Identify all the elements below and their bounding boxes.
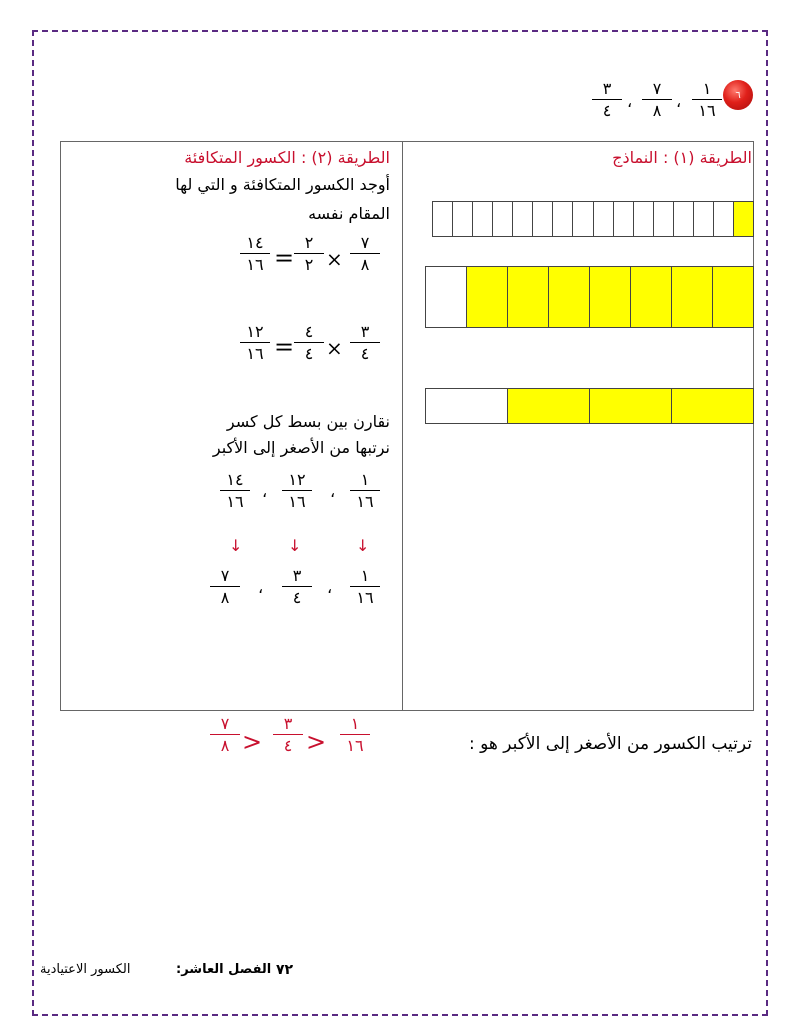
model-cell-empty: [472, 202, 492, 236]
denominator: ٨: [220, 588, 230, 607]
equals-sign: =: [274, 244, 295, 272]
conclusion-fraction-3: [210, 715, 240, 754]
comma: ،: [258, 578, 264, 597]
conclusion-text: ترتيب الكسور من الأصغر إلى الأكبر هو :: [469, 734, 752, 754]
separator: ،: [627, 92, 633, 111]
numerator: ٧: [652, 79, 662, 98]
model-cell-shaded: [671, 389, 753, 423]
numerator: ٧: [220, 566, 230, 585]
comma: ،: [327, 578, 333, 597]
down-arrow-icon: ↓: [229, 536, 243, 555]
fraction-model-sixteenths: [432, 201, 754, 237]
times-sign: ×: [326, 336, 343, 360]
model-cell-shaded: [507, 267, 548, 327]
down-arrow-icon: ↓: [356, 536, 370, 555]
ordered-equiv-2: [282, 471, 312, 510]
denominator: ٨: [220, 736, 230, 755]
model-cell-empty: [653, 202, 673, 236]
footer: [40, 962, 130, 977]
numerator: ١٢: [288, 470, 306, 489]
model-cell-empty: [452, 202, 472, 236]
model-cell-empty: [673, 202, 693, 236]
separator: ،: [676, 92, 682, 111]
numerator: ١٤: [246, 233, 264, 252]
denominator: ١٦: [288, 492, 306, 511]
numerator: ١: [702, 79, 712, 98]
numerator: ٣: [283, 714, 293, 733]
model-cell-empty: [492, 202, 512, 236]
numerator: ١: [350, 714, 360, 733]
comma: ،: [330, 482, 336, 501]
denominator: ١٦: [246, 344, 264, 363]
numerator: ١٤: [226, 470, 244, 489]
denominator: ١٦: [226, 492, 244, 511]
denominator: ١٦: [698, 101, 716, 120]
equals-sign: =: [274, 333, 295, 361]
model-cell-empty: [713, 202, 733, 236]
comma: ،: [262, 482, 268, 501]
denominator: ٨: [652, 101, 662, 120]
numerator: ٣: [292, 566, 302, 585]
model-cell-shaded: [712, 267, 753, 327]
denominator: ٤: [292, 588, 302, 607]
model-cell-shaded: [507, 389, 589, 423]
times-sign: ×: [326, 247, 343, 271]
methods-divider: [402, 141, 403, 711]
chapter-label: الفصل العاشر:: [176, 962, 272, 977]
eq2-multiplier: [294, 323, 324, 362]
method2-title: الطريقة (٢) : الكسور المتكافئة: [184, 148, 390, 167]
numerator: ١٢: [246, 322, 264, 341]
model-cell-shaded: [733, 202, 753, 236]
model-cell-shaded: [548, 267, 589, 327]
model-cell-empty: [593, 202, 613, 236]
conclusion-fraction-1: [340, 715, 370, 754]
ordered-orig-3: [210, 567, 240, 606]
model-cell-empty: [512, 202, 532, 236]
problem-number: ٦: [735, 89, 741, 101]
header-fraction-3: [592, 80, 622, 119]
header-fraction-1: [692, 80, 722, 119]
model-cell-empty: [426, 389, 507, 423]
conclusion-fraction-2: [273, 715, 303, 754]
model-cell-empty: [613, 202, 633, 236]
denominator: ٨: [360, 255, 370, 274]
model-cell-shaded: [630, 267, 671, 327]
numerator: ٧: [360, 233, 370, 252]
model-cell-empty: [433, 202, 452, 236]
numerator: ١: [360, 470, 370, 489]
eq2-fraction: [350, 323, 380, 362]
model-cell-empty: [572, 202, 592, 236]
model-cell-shaded: [589, 267, 630, 327]
eq1-result: [240, 234, 270, 273]
denominator: ٢: [304, 255, 314, 274]
eq2-result: [240, 323, 270, 362]
denominator: ١٦: [356, 588, 374, 607]
header-fraction-2: [642, 80, 672, 119]
model-cell-shaded: [671, 267, 712, 327]
model-cell-empty: [532, 202, 552, 236]
denominator: ١٦: [246, 255, 264, 274]
numerator: ٢: [304, 233, 314, 252]
model-cell-shaded: [589, 389, 671, 423]
numerator: ٣: [360, 322, 370, 341]
model-cell-empty: [552, 202, 572, 236]
model-cell-empty: [693, 202, 713, 236]
model-cell-shaded: [466, 267, 507, 327]
model-cell-empty: [426, 267, 466, 327]
eq1-multiplier: [294, 234, 324, 273]
problem-number-badge: [723, 80, 753, 110]
order-instruction: نرتبها من الأصغر إلى الأكبر: [212, 438, 390, 457]
eq1-fraction: [350, 234, 380, 273]
down-arrow-icon: ↓: [288, 536, 302, 555]
ordered-equiv-3: [220, 471, 250, 510]
numerator: ١: [360, 566, 370, 585]
method1-title: الطريقة (١) : النماذج: [612, 148, 752, 167]
denominator: ٤: [602, 101, 612, 120]
model-cell-empty: [633, 202, 653, 236]
page-number: ٧٢: [276, 962, 294, 978]
denominator: ١٦: [346, 736, 364, 755]
method2-instruction-1: أوجد الكسور المتكافئة و التي لها: [175, 175, 390, 194]
fraction-model-eighths: [425, 266, 754, 328]
fraction-model-quarters: [425, 388, 754, 424]
numerator: ٧: [220, 714, 230, 733]
ordered-orig-2: [282, 567, 312, 606]
numerator: ٤: [304, 322, 314, 341]
method2-instruction-2: المقام نفسه: [308, 204, 390, 223]
denominator: ٤: [360, 344, 370, 363]
numerator: ٣: [602, 79, 612, 98]
ordered-equiv-1: [350, 471, 380, 510]
denominator: ٤: [283, 736, 293, 755]
denominator: ١٦: [356, 492, 374, 511]
compare-instruction: نقارن بين بسط كل كسر: [226, 412, 390, 431]
greater-than-sign: >: [306, 728, 327, 756]
ordered-orig-1: [350, 567, 380, 606]
denominator: ٤: [304, 344, 314, 363]
chapter-title: الكسور الاعتيادية: [40, 962, 131, 977]
greater-than-sign: >: [242, 728, 263, 756]
